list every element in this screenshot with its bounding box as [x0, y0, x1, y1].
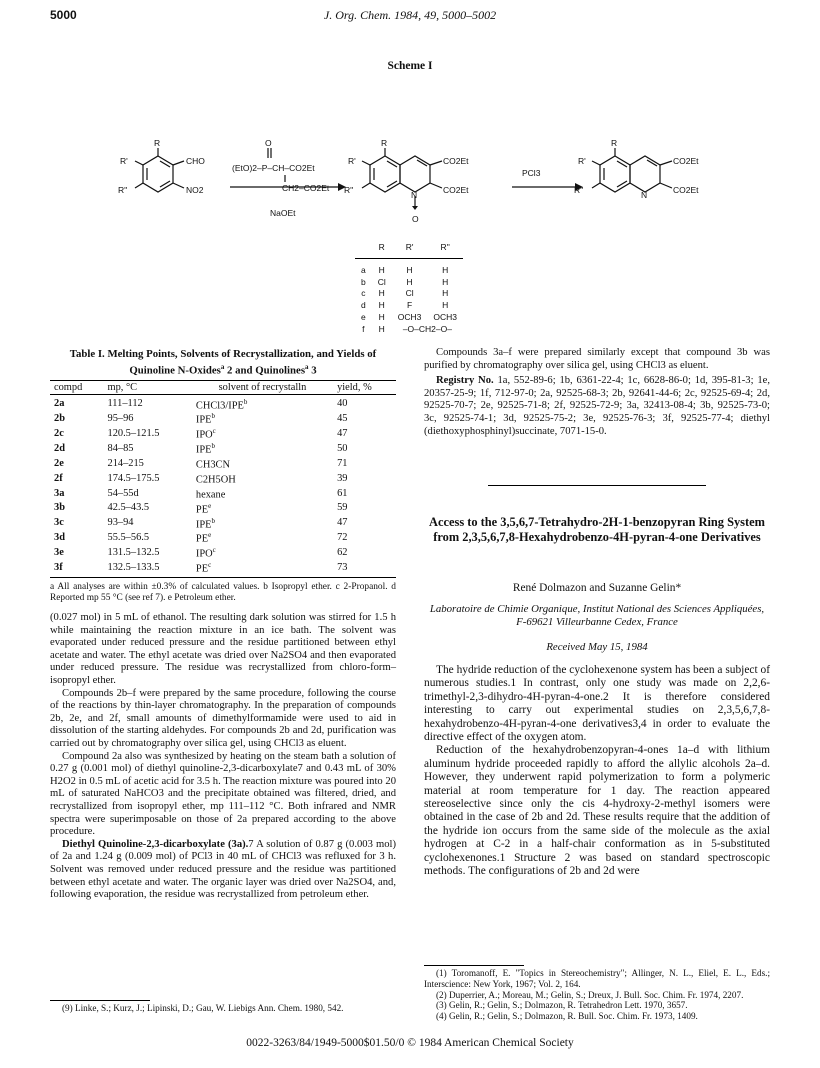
- table1-cell: 174.5–175.5: [107, 472, 160, 484]
- sub-row: [355, 277, 463, 289]
- reagent-line1: (EtO)2–P–CH–CO2Et: [232, 163, 315, 173]
- mol1-R2: R'': [118, 185, 128, 195]
- table1-cell: IPO$^c$: [195, 427, 216, 441]
- table1-cell: hexane: [195, 489, 226, 501]
- received-date: Received May 15, 1984: [546, 641, 648, 653]
- table1-cell: 3e: [54, 547, 64, 559]
- sub-cell: b: [361, 276, 366, 287]
- table1-cell: 2e: [54, 457, 64, 469]
- table1-cell: 2a: [54, 398, 65, 410]
- table1-row: [50, 394, 396, 411]
- reagent-o: O: [265, 138, 272, 148]
- sub-cell: c: [361, 288, 366, 299]
- mol3-R: R: [611, 138, 618, 148]
- t1-header: mp, °C: [104, 380, 192, 394]
- table1-cell: 3b: [54, 502, 65, 514]
- table1-row: [50, 516, 396, 531]
- table1-cell: 59: [337, 502, 348, 514]
- table1-cell: C2H5OH: [195, 474, 236, 486]
- sub-header-R1: R': [392, 242, 428, 258]
- table1-title: Table I. Melting Points, Solvents of Recrystallization, and Yields of Quinoline N-Oxides$^a$ 2 and Quinolines$^a$ 3: [69, 348, 377, 377]
- table1-cell: 2b: [54, 413, 65, 425]
- table1-row: [50, 471, 396, 486]
- t1-header: compd: [50, 380, 104, 394]
- sub-row: [355, 312, 463, 324]
- mol1-no2: NO2: [186, 185, 204, 195]
- article-title: Access to the 3,5,6,7-Tetrahydro-2H-1-benzopyran Ring System from 2,3,5,6,7,8-Hexahydrobenzo-4H-pyran-4-one Derivatives: [429, 515, 765, 544]
- left-paragraph-1: (0.027 mol) in 5 mL of ethanol. The resulting dark solution was stirred for 1.5 h while maintaining the reaction mixture in an ice bath. The solvent was evaporated under reduced pressure and the residue partitioned between ethyl acetate and water. The ethyl acetate was dried over Na2SO4 and then evaporated under reduced pressure. The residue was recrystallized from chloro-form–isopropyl ether.: [50, 612, 396, 687]
- table1-row: [50, 456, 396, 471]
- sub-cell: e: [361, 311, 366, 322]
- table1-cell: 132.5–133.5: [104, 560, 192, 577]
- table1-cell: 3d: [54, 532, 65, 544]
- sub-row: [355, 258, 463, 276]
- reference-2: (2) Duperrier, A.; Moreau, M.; Gelin, S.; Dreux, J. Bull. Soc. Chim. Fr. 1974, 2207.: [436, 989, 744, 1000]
- table1-cell: 2d: [54, 442, 65, 454]
- reaction-scheme: [0, 70, 820, 232]
- mol2-co2et-b: CO2Et: [443, 185, 469, 195]
- table1-cell: $PE^e$: [195, 531, 212, 545]
- page-number: 5000: [50, 8, 77, 22]
- table1-cell: 47: [337, 428, 348, 440]
- journal-header: J. Org. Chem. 1984, 49, 5000–5002: [323, 8, 497, 22]
- article-divider: [488, 485, 706, 486]
- table1-cell: 54–55d: [107, 487, 139, 499]
- sub-cell: H: [442, 264, 449, 275]
- table1-row: [50, 486, 396, 501]
- sub-cell: Cl: [405, 288, 414, 299]
- table1-cell: 47: [337, 517, 348, 529]
- arrow2-reagent: PCl3: [522, 168, 541, 178]
- table1: [50, 380, 396, 579]
- sub-cell: f: [362, 323, 365, 334]
- mol1-cho: CHO: [186, 156, 205, 166]
- sub-row: [355, 324, 463, 336]
- mol1-R: R: [154, 138, 161, 148]
- table1-cell: 40: [337, 398, 348, 410]
- article-references: [424, 968, 770, 1022]
- table1-cell: 3f: [50, 560, 104, 577]
- substituent-table: [355, 242, 463, 336]
- table1-cell: IPE$^b$: [195, 412, 216, 426]
- reference-4: (4) Gelin, R.; Gelin, S.; Dolmazon, R. Bull. Soc. Chim. Fr. 1973, 1409.: [436, 1011, 698, 1022]
- table1-row: [50, 530, 396, 545]
- sub-row: [355, 288, 463, 300]
- sub-cell: OCH3: [433, 311, 458, 322]
- mol2-R2: R'': [344, 185, 354, 195]
- article-paragraph-2: Reduction of the hexahydrobenzopyran-4-ones 1a–d with lithium aluminum hydride proceeded rapidly to afford the allylic alcohols 2a–d. However, they underwent rapid polymerization to form a polymeric material at room temperature for 1 day. The reaction appeared stereoselective since only the cis 4-hydroxy-2-methyl isomers were obtained in the case of 2b and 2d. These results require that the addition of the hydride ion occurs from the same side of the molecule as the axial hydrogen at C-2 in a half-chair conformation as in 5-substituted cyclohexenones.1 Structure 2 was based on standard spectroscopic methods. The configurations of 2b and 2d were: [424, 744, 770, 878]
- table1-cell: 120.5–121.5: [107, 428, 160, 440]
- table1-cell: $PE^e$: [195, 501, 212, 516]
- table1-row: [50, 545, 396, 560]
- table1-cell: 71: [337, 457, 348, 469]
- reagent-base: NaOEt: [270, 208, 296, 218]
- sub-cell: H: [378, 264, 385, 275]
- reference-3: (3) Gelin, R.; Gelin, S.; Dolmazon, R. Tetrahedron Lett. 1970, 3657.: [436, 1000, 688, 1011]
- sub-cell: H: [378, 288, 385, 299]
- table1-cell: CHCl3/IPE$^b$: [195, 397, 248, 412]
- table1-cell: 62: [337, 547, 348, 559]
- reagent-line2: CH2–CO2Et: [282, 183, 330, 193]
- article-affiliation: Laboratoire de Chimie Organique, Institut National des Sciences Appliquées, F-69621 Villeurbanne Cedex, France: [429, 603, 765, 628]
- table1-cell: 84–85: [107, 442, 134, 454]
- table1-cell: CH3CN: [195, 459, 230, 471]
- table1-cell: 3c: [54, 517, 64, 529]
- article-authors: René Dolmazon and Suzanne Gelin*: [512, 582, 682, 594]
- right-paragraph-1: Compounds 3a–f were prepared similarly except that compound 3b was purified by chromatography over silica gel, using CHCl3 as eluent.: [424, 347, 770, 371]
- article-body: [424, 664, 770, 879]
- t1-header: yield, %: [333, 380, 396, 394]
- mol3-n: N: [641, 190, 648, 200]
- sub-cell: OCH3: [397, 311, 422, 322]
- sub-cell: H: [378, 300, 385, 311]
- left-column: [50, 348, 396, 902]
- sub-cell: F: [406, 300, 413, 311]
- sub-cell: a: [361, 264, 366, 275]
- table1-cell: 95–96: [107, 413, 134, 425]
- article-paragraph-1: The hydride reduction of the cyclohexenone system has been a subject of numerous studies.1 In contrast, only one study was made on 2,2,6-trimethyl-2,3-dihydro-4H-pyran-4-one.2 It is therefore considered interesting to carry out experimental studies on 2,3,5,6,7,8-hexahydrobenzo-4H-pyran-4-one derivatives3,4 in order to evaluate the directive effect of the oxygen atom.: [424, 664, 770, 744]
- table1-row: [50, 441, 396, 456]
- table1-cell: 55.5–56.5: [107, 532, 150, 544]
- sub-cell: H: [378, 311, 385, 322]
- sub-cell: H: [406, 264, 413, 275]
- table1-footnote: a All analyses are within ±0.3% of calculated values. b Isopropyl ether. c 2-Propanol. d Reported mp 55 °C (see ref 7). e Petroleum ether.: [50, 582, 396, 604]
- right-footnote-rule: [424, 965, 524, 966]
- mol2-o: O: [412, 214, 419, 224]
- sub-cell: H: [406, 276, 413, 287]
- table1-cell: 39: [337, 472, 348, 484]
- sub-header-R: R: [372, 242, 392, 258]
- mol1-R1: R': [120, 156, 128, 166]
- sub-cell: H: [442, 288, 449, 299]
- sub-cell: H: [442, 300, 449, 311]
- table1-cell: 61: [337, 487, 348, 499]
- left-paragraph-2: Compounds 2b–f were prepared by the same procedure, following the course of the reactions by thin-layer chromatography. In the preparation of compounds 2b, 2e, and 2f, small amounts of dimethylformamide were used to aid in dissolution of the starting aldehydes. For compounds 2b and 2d, purification was carried out by chromatography over silica gel, using CHCl3 as eluent.: [50, 687, 396, 750]
- sub-cell: –O–CH2–O–: [402, 323, 452, 334]
- copyright-footer: 0022-3263/84/1949-5000$01.50/0 © 1984 American Chemical Society: [246, 1037, 574, 1049]
- table1-row: [50, 560, 396, 577]
- mol2-R: R: [381, 138, 388, 148]
- left-reference: [50, 1003, 396, 1014]
- sub-cell: Cl: [377, 276, 386, 287]
- mol2-n: N: [411, 190, 418, 200]
- mol3-co2et-b: CO2Et: [673, 185, 699, 195]
- right-column-top: [424, 347, 770, 438]
- table1-row: [50, 501, 396, 516]
- mol3-co2et-a: CO2Et: [673, 156, 699, 166]
- table1-cell: 50: [337, 442, 348, 454]
- t1-header: solvent of recrystalln: [192, 380, 333, 394]
- table1-cell: 93–94: [107, 517, 134, 529]
- table1-cell: 72: [337, 532, 348, 544]
- sub-cell: d: [361, 300, 366, 311]
- sub-header-R2: R'': [427, 242, 463, 258]
- left-footnote-rule: [50, 1000, 150, 1001]
- registry-numbers: Registry No. 1a, 552-89-6; 1b, 6361-22-4; 1c, 6628-86-0; 1d, 395-81-3; 1e, 20357-25-9; 1f, 712-97-0; 2a, 92525-68-3; 2b, 92641-44-6; 2c, 92525-69-4; 2d, 92525-70-7; 2e, 92525-71-8; 2f, 92525-72-9; 3a, 32413-08-4; 3b, 92525-73-0; 3c, 92525-74-1; 3d, 92525-75-2; 3e, 92525-76-3; 3f, 92525-77-4; diethyl (diethoxyphosphinyl)succinate, 7071-15-0.: [424, 375, 770, 437]
- table1-cell: $PE^c$: [192, 560, 333, 577]
- table1-row: [50, 411, 396, 426]
- reference-9: (9) Linke, S.; Kurz, J.; Lipinski, D.; Gau, W. Liebigs Ann. Chem. 1980, 542.: [62, 1003, 344, 1013]
- mol2-R1: R': [348, 156, 356, 166]
- table1-cell: 73: [333, 560, 396, 577]
- table1-cell: 45: [337, 413, 348, 425]
- table1-cell: IPE$^b$: [195, 516, 216, 531]
- table1-row: [50, 426, 396, 441]
- table1-cell: IPE$^b$: [195, 442, 216, 456]
- table1-cell: 214–215: [107, 457, 144, 469]
- sub-cell: H: [442, 276, 449, 287]
- mol3-R2: R'': [574, 185, 584, 195]
- reference-1: (1) Toromanoff, E. "Topics in Stereochemistry"; Allinger, N. L., Eliel, E. L., Eds.; Interscience: New York, 1967; Vol. 2, 164.: [424, 968, 770, 989]
- table1-cell: IPO$^c$: [195, 546, 216, 560]
- table1-cell: 131.5–132.5: [107, 547, 160, 559]
- sub-row: [355, 300, 463, 312]
- table1-cell: 2c: [54, 428, 64, 440]
- mol3-R1: R': [578, 156, 586, 166]
- left-paragraph-4: Diethyl Quinoline-2,3-dicarboxylate (3a).7 A solution of 0.87 g (0.003 mol) of 2a and 1.24 g (0.009 mol) of PCl3 in 40 mL of CHCl3 was refluxed for 3 h. Solvent was removed under reduced pressure and the residue was partitioned between ethyl acetate and water. The organic layer was dried over Na2SO4, and, following evaporation, the residue was recrystallized from petroleum ether.: [50, 838, 396, 901]
- table1-cell: 42.5–43.5: [107, 502, 150, 514]
- table1-cell: 3a: [54, 487, 65, 499]
- mol2-co2et-a: CO2Et: [443, 156, 469, 166]
- table1-cell: 2f: [54, 472, 63, 484]
- sub-cell: H: [378, 323, 385, 334]
- scheme-title: Scheme I: [387, 60, 433, 72]
- left-paragraph-3: Compound 2a also was synthesized by heating on the steam bath a solution of 0.27 g (0.001 mol) of diethyl quinoline-2,3-dicarboxylate7 and 0.43 mL of 30% H2O2 in 0.5 mL of acetic acid for 3.5 h. The reaction mixture was poured into 20 mL of saturated NaHCO3 and the precipitate obtained was filtered, dried, and recrystallized from isopropyl ether, mp 111–112 °C. Both infrared and NMR spectra were superimposable on those of 2a prepared according to the above procedure.: [50, 750, 396, 838]
- table1-cell: 111–112: [107, 398, 143, 410]
